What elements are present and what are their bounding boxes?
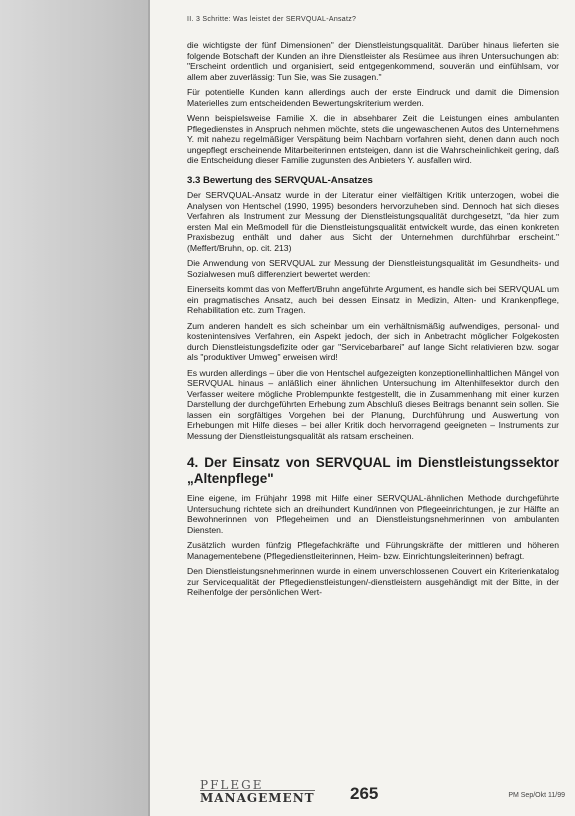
left-margin-bar bbox=[0, 0, 150, 816]
running-header: II. 3 Schritte: Was leistet der SERVQUAL-Ansatz? bbox=[187, 16, 357, 23]
logo-bottom-text: MANAGEMENT bbox=[200, 791, 315, 805]
paragraph: Wenn beispielsweise Familie X. die in absehbarer Zeit die Leistungen eines ambulanten Pflegedienstes in Anspruch nehmen möchte, stets die ungewaschenen Autos des Unternehmens Y. mit nahezu regelmäßiger Verspätung beim Nachbarn vorfahren sieht, denen dann auch noch ungepflegt erscheinende Mitarbeiterinnen entsteigen, dann ist die Wahrscheinlichkeit gering, daß die Entscheidung dieser Familie zugunsten des Anbieters Y. ausfallen wird. bbox=[187, 113, 559, 165]
page-footer bbox=[150, 770, 575, 816]
chapter-heading: 4. Der Einsatz von SERVQUAL im Dienstleistungssektor „Altenpflege" bbox=[187, 455, 559, 486]
section-heading: 3.3 Bewertung des SERVQUAL-Ansatzes bbox=[187, 174, 373, 186]
paragraph: Zum anderen handelt es sich scheinbar um ein verhältnismäßig aufwendiges, personal- und kostenintensives Verfahren, ein Aspekt jedoch, der sich in Anbetracht möglicher Folgekosten durch Dienstleistungsdefizite oder gar "Servicebarbarei" auf lange Sicht relativieren bzw. sogar als "produktiver Umweg" erweisen wird! bbox=[187, 320, 559, 362]
paragraph: Zusätzlich wurden fünfzig Pflegefachkräfte und Führungskräfte der mittleren und höheren Managementebene (Pflegedienstleiterinnen, Heim- bzw. Einrichtungsleiterinnen) befragt. bbox=[187, 540, 559, 561]
journal-logo bbox=[200, 778, 315, 805]
paragraph: Eine eigene, im Frühjahr 1998 mit Hilfe einer SERVQUAL-ähnlichen Methode durchgeführte Untersuchung richtete sich an dreihundert Kund/innen von Pflegeeinrichtungen, je zur Hälfte an Bewohnerinnen von Pflegeheimen und an Dienstleistungsnehmerinnen von ambulanten Diensten. bbox=[187, 493, 559, 535]
issue-label: PM Sep/Okt 11/99 bbox=[508, 792, 565, 799]
logo-top-text: PFLEGE bbox=[200, 778, 264, 792]
paragraph: Der SERVQUAL-Ansatz wurde in der Literatur einer vielfältigen Kritik unterzogen, wobei die Analysen von Hentschel (1990, 1995) besonders hervorzuheben sind. Dennoch hat sich dieses Verfahren als Instrument zur Messung der Dienstleistungsqualität durchgesetzt, "da hier zum ersten Mal ein Meßmodell für die Dienstleistungsqualität entwickelt wurde, das einen konkreten Praxisbezug enthält und daher aus Sicht der Unternehmen durchführbar erscheint." (Meffert/Bruhn, op. cit. 213) bbox=[187, 190, 559, 253]
paragraph: Es wurden allerdings – über die von Hentschel aufgezeigten konzeptionellinhaltlichen Mängel von SERVQUAL hinaus – anläßlich einer ähnlichen Untersuchung im Altenhilfesektor durch den Verfasser weitere mögliche Problempunkte festgestellt, die in Zusammenhang mit einer kurzen Darstellung der durchgeführten Erhebung zum Abschluß dieses Beitrags benannt sein sollen. Sie lassen ein sorgfältiges Vorgehen bei der Planung, Durchführung und Auswertung von Erhebungen mit Hilfe dieses – bei aller Kritik doch hervorragend geeigneten – Instruments zur Messung der Dienstleistungsqualität als ratsam erscheinen. bbox=[187, 367, 559, 441]
page-number: 265 bbox=[350, 784, 379, 803]
paragraph: Den Dienstleistungsnehmerinnen wurde in einem unverschlossenen Couvert ein Kriterienkatalog zur Servicequalität der Pflegedienstleistungen/-dienstleistern ausgehändigt mit der Bitte, in der Reihenfolge der persönlichen Wert- bbox=[187, 566, 559, 597]
paragraph: Die Anwendung von SERVQUAL zur Messung der Dienstleistungsqualität im Gesundheits- und Sozialwesen muß differenziert bewertet werden: bbox=[187, 258, 559, 279]
paragraph: die wichtigste der fünf Dimensionen" der Dienstleistungsqualität. Darüber hinaus lieferten sie folgende Botschaft der Kunden an ihre Dienstleister als Resümee aus ihren Untersuchungen ab: "Erscheint ordentlich und organisiert, seid entgegenkommend, souverän und einfühlsam, vor allem aber zuverlässig: Tun Sie, was Sie zusagen." bbox=[187, 40, 559, 82]
page-content bbox=[187, 40, 559, 603]
paragraph: Für potentielle Kunden kann allerdings auch der erste Eindruck und damit die Dimension Materielles zum entscheidenden Bewertungskriterium werden. bbox=[187, 87, 559, 108]
paragraph: Einerseits kommt das von Meffert/Bruhn angeführte Argument, es handle sich bei SERVQUAL um ein pragmatisches Ansatz, auch bei dessen Einsatz in Medizin, Alten- und Krankenpflege, Rehabilitation etc. zum Tragen. bbox=[187, 284, 559, 315]
